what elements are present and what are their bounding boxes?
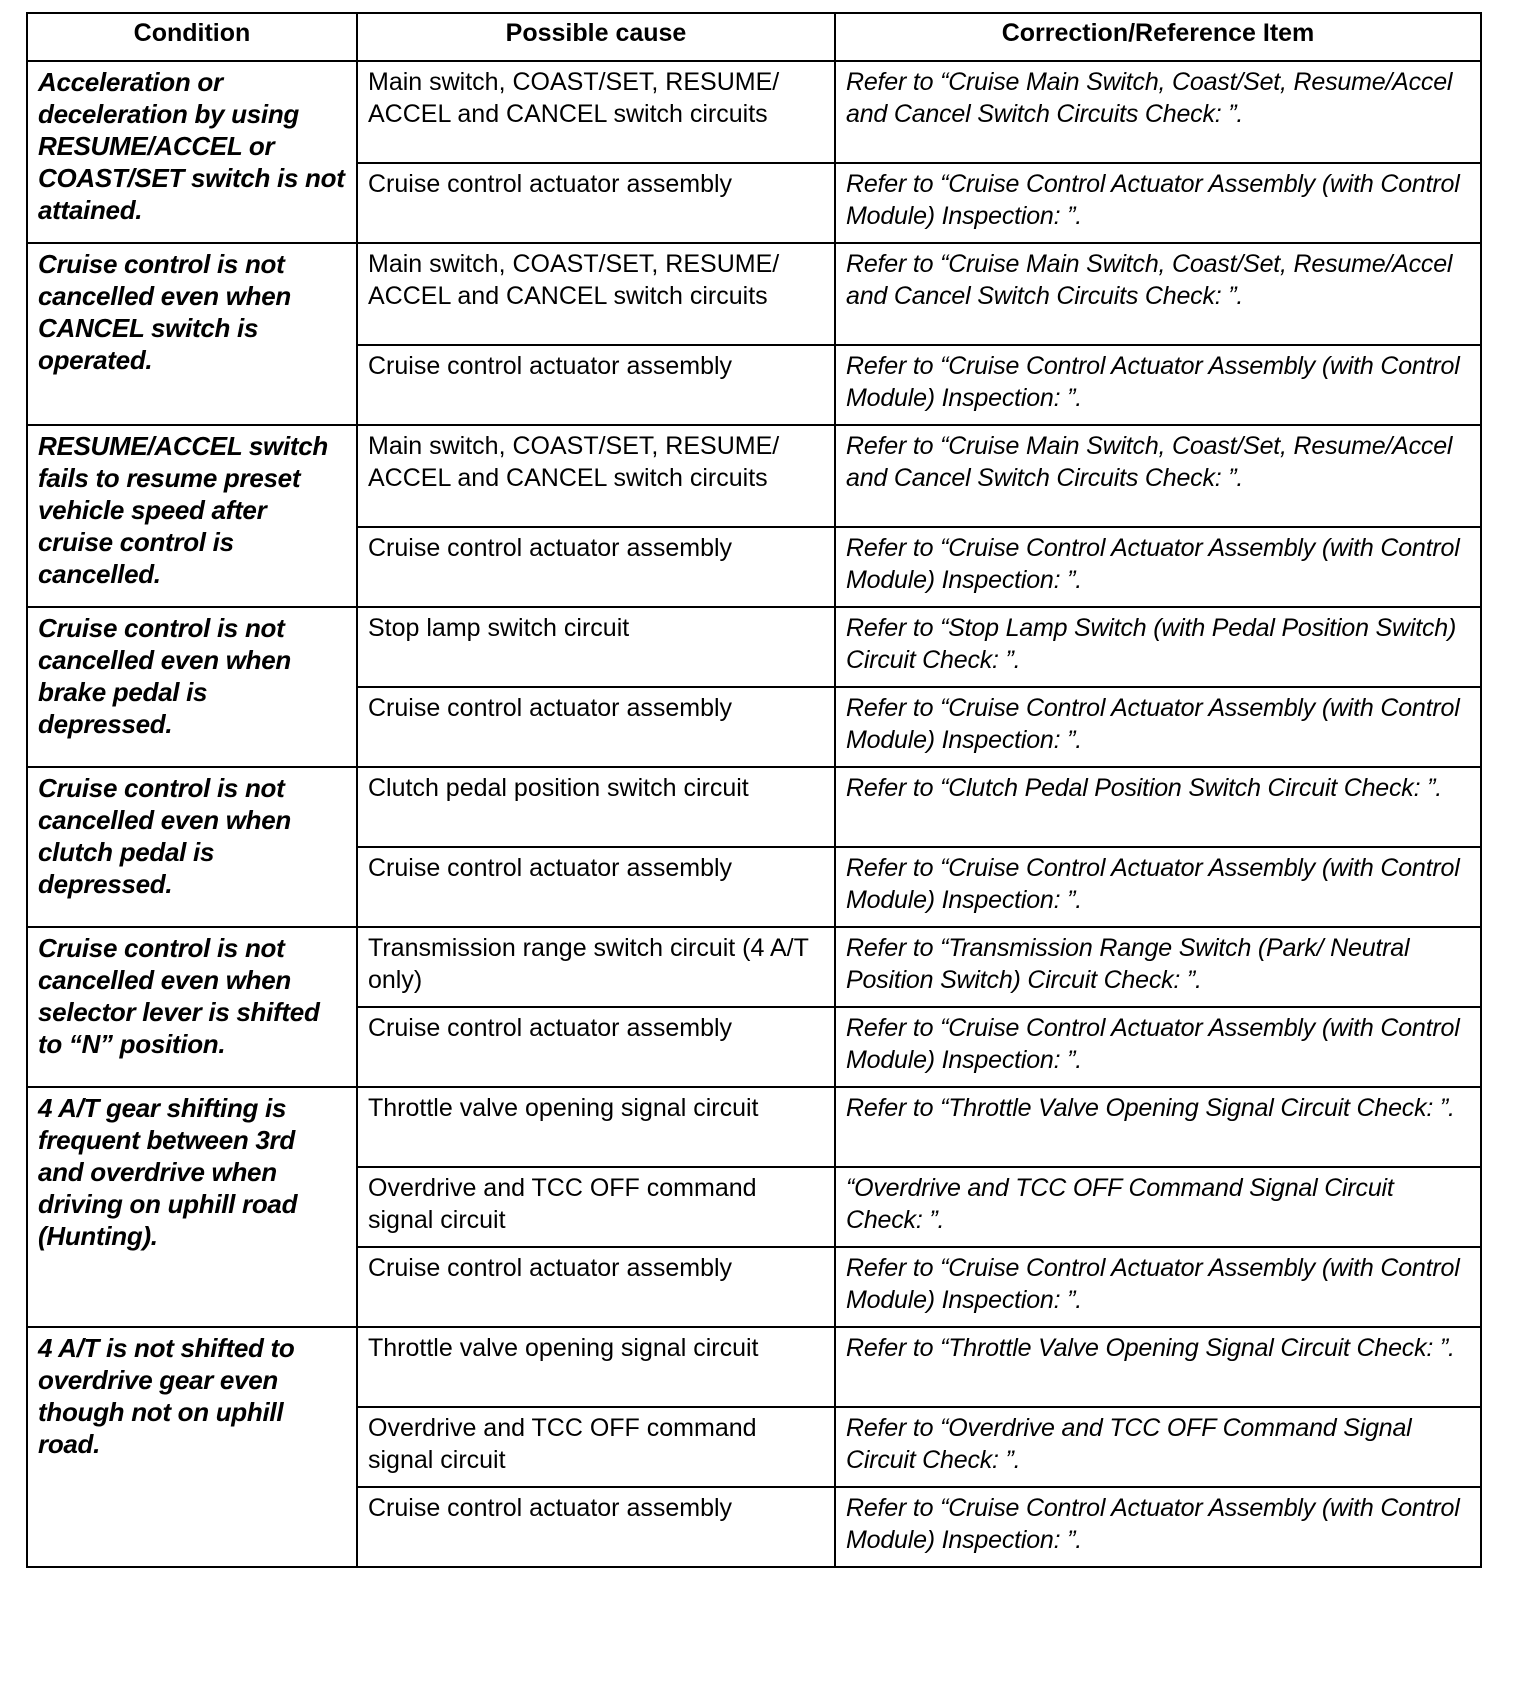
header-possible-cause: Possible cause xyxy=(357,13,835,61)
table-row xyxy=(27,1327,1481,1407)
reference-cell: Refer to “Cruise Control Actuator Assembly (with Control Module) Inspection: ”. xyxy=(835,687,1481,767)
table-row xyxy=(27,607,1481,687)
condition-cell: RESUME/ACCEL switch fails to resume preset vehicle speed after cruise control is cancelled. xyxy=(27,425,357,607)
cause-cell: Clutch pedal position switch circuit xyxy=(357,767,835,847)
reference-cell: Refer to “Clutch Pedal Position Switch Circuit Check: ”. xyxy=(835,767,1481,847)
table-row xyxy=(27,927,1481,1007)
cause-cell: Cruise control actuator assembly xyxy=(357,847,835,927)
reference-cell: “Overdrive and TCC OFF Command Signal Circuit Check: ”. xyxy=(835,1167,1481,1247)
table-row xyxy=(27,243,1481,345)
cause-cell: Main switch, COAST/SET, RESUME/ ACCEL and CANCEL switch circuits xyxy=(357,243,835,345)
condition-cell: Cruise control is not cancelled even when brake pedal is depressed. xyxy=(27,607,357,767)
table-row xyxy=(27,61,1481,163)
reference-cell: Refer to “Throttle Valve Opening Signal Circuit Check: ”. xyxy=(835,1087,1481,1167)
cause-cell: Transmission range switch circuit (4 A/T only) xyxy=(357,927,835,1007)
cause-cell: Cruise control actuator assembly xyxy=(357,1247,835,1327)
cause-cell: Cruise control actuator assembly xyxy=(357,163,835,243)
reference-cell: Refer to “Stop Lamp Switch (with Pedal Position Switch) Circuit Check: ”. xyxy=(835,607,1481,687)
condition-cell: Cruise control is not cancelled even when clutch pedal is depressed. xyxy=(27,767,357,927)
troubleshooting-table xyxy=(26,12,1482,1568)
cause-cell: Main switch, COAST/SET, RESUME/ ACCEL and CANCEL switch circuits xyxy=(357,425,835,527)
condition-cell: 4 A/T is not shifted to overdrive gear even though not on uphill road. xyxy=(27,1327,357,1567)
cause-cell: Cruise control actuator assembly xyxy=(357,345,835,425)
cause-cell: Overdrive and TCC OFF command signal circuit xyxy=(357,1167,835,1247)
cause-cell: Throttle valve opening signal circuit xyxy=(357,1087,835,1167)
cause-cell: Main switch, COAST/SET, RESUME/ ACCEL and CANCEL switch circuits xyxy=(357,61,835,163)
cause-cell: Throttle valve opening signal circuit xyxy=(357,1327,835,1407)
reference-cell: Refer to “Cruise Control Actuator Assembly (with Control Module) Inspection: ”. xyxy=(835,527,1481,607)
reference-cell: Refer to “Overdrive and TCC OFF Command Signal Circuit Check: ”. xyxy=(835,1407,1481,1487)
table-row xyxy=(27,425,1481,527)
condition-cell: Cruise control is not cancelled even when CANCEL switch is operated. xyxy=(27,243,357,425)
reference-cell: Refer to “Transmission Range Switch (Park/ Neutral Position Switch) Circuit Check: ”. xyxy=(835,927,1481,1007)
reference-cell: Refer to “Cruise Control Actuator Assembly (with Control Module) Inspection: ”. xyxy=(835,163,1481,243)
header-row xyxy=(27,13,1481,61)
condition-cell: 4 A/T gear shifting is frequent between 3rd and overdrive when driving on uphill road (Hunting). xyxy=(27,1087,357,1327)
reference-cell: Refer to “Cruise Control Actuator Assembly (with Control Module) Inspection: ”. xyxy=(835,847,1481,927)
reference-cell: Refer to “Cruise Main Switch, Coast/Set, Resume/Accel and Cancel Switch Circuits Check: ”. xyxy=(835,61,1481,163)
header-correction: Correction/Reference Item xyxy=(835,13,1481,61)
table-row xyxy=(27,1087,1481,1167)
header-condition: Condition xyxy=(27,13,357,61)
cause-cell: Stop lamp switch circuit xyxy=(357,607,835,687)
reference-cell: Refer to “Cruise Control Actuator Assembly (with Control Module) Inspection: ”. xyxy=(835,1247,1481,1327)
reference-cell: Refer to “Cruise Control Actuator Assembly (with Control Module) Inspection: ”. xyxy=(835,1487,1481,1567)
reference-cell: Refer to “Cruise Control Actuator Assembly (with Control Module) Inspection: ”. xyxy=(835,345,1481,425)
condition-cell: Acceleration or deceleration by using RESUME/ACCEL or COAST/SET switch is not attained. xyxy=(27,61,357,243)
reference-cell: Refer to “Cruise Control Actuator Assembly (with Control Module) Inspection: ”. xyxy=(835,1007,1481,1087)
cause-cell: Cruise control actuator assembly xyxy=(357,1487,835,1567)
reference-cell: Refer to “Cruise Main Switch, Coast/Set, Resume/Accel and Cancel Switch Circuits Check: ”. xyxy=(835,425,1481,527)
cause-cell: Overdrive and TCC OFF command signal circuit xyxy=(357,1407,835,1487)
reference-cell: Refer to “Throttle Valve Opening Signal Circuit Check: ”. xyxy=(835,1327,1481,1407)
reference-cell: Refer to “Cruise Main Switch, Coast/Set, Resume/Accel and Cancel Switch Circuits Check: ”. xyxy=(835,243,1481,345)
table-row xyxy=(27,767,1481,847)
condition-cell: Cruise control is not cancelled even when selector lever is shifted to “N” position. xyxy=(27,927,357,1087)
cause-cell: Cruise control actuator assembly xyxy=(357,687,835,767)
cause-cell: Cruise control actuator assembly xyxy=(357,1007,835,1087)
cause-cell: Cruise control actuator assembly xyxy=(357,527,835,607)
